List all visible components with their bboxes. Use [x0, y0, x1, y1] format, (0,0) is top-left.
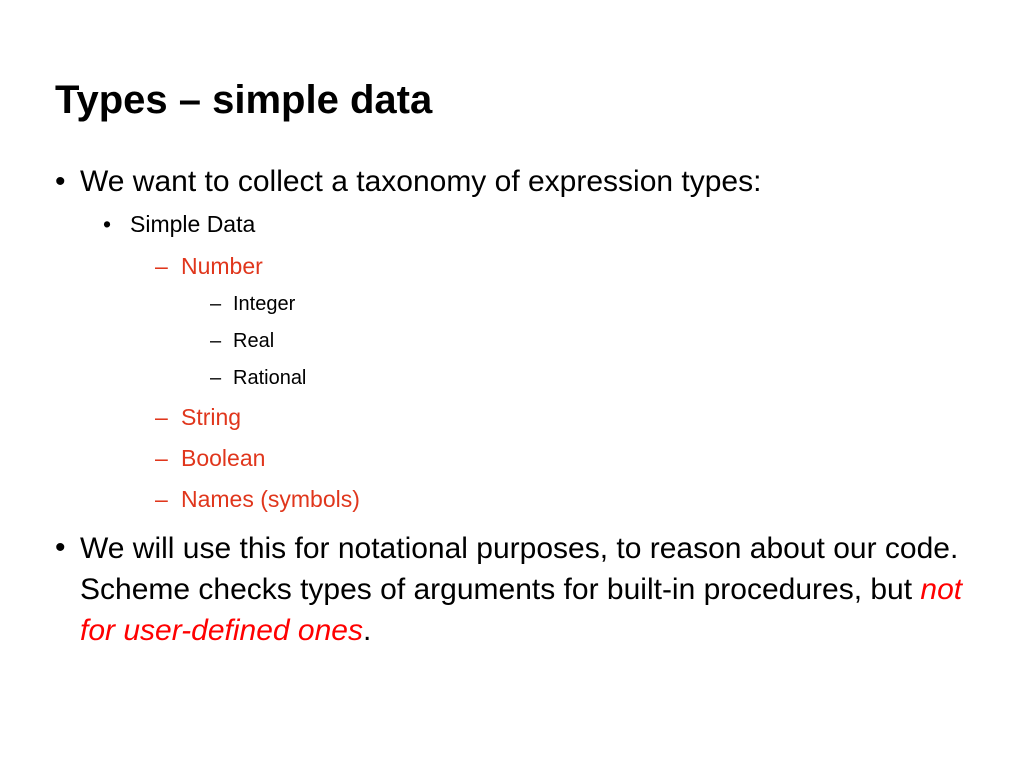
dash-marker: – — [155, 253, 168, 279]
dash-marker: – — [210, 330, 222, 352]
type-label: Number — [181, 253, 263, 279]
number-subtype-label: Real — [233, 330, 275, 352]
dash-marker: – — [210, 367, 222, 389]
type-label: String — [181, 404, 242, 430]
number-subtype-label: Integer — [233, 293, 296, 315]
dash-marker: – — [210, 293, 222, 315]
type-label: Names (symbols) — [181, 486, 360, 512]
bullet-notational-purposes — [80, 528, 980, 651]
bullet-marker: • — [55, 165, 66, 198]
subbullet-text: Simple Data — [130, 211, 256, 237]
bullet-text: We want to collect a taxonomy of expression types: — [80, 165, 762, 198]
bullet-marker: • — [55, 531, 66, 564]
bullet-text-end: . — [362, 614, 372, 647]
dash-marker: – — [155, 404, 168, 430]
number-subtype-label: Rational — [233, 367, 307, 389]
bullet-text: We will use this for notational purposes, to reason about our code. Scheme checks types of arguments for built-in procedures, but — [80, 532, 959, 606]
dash-marker: – — [155, 445, 168, 471]
slide-title: Types – simple data — [55, 78, 433, 122]
dash-marker: – — [155, 486, 168, 512]
bullet-marker: • — [103, 211, 112, 237]
type-label: Boolean — [181, 445, 266, 471]
emphasis-text: not for user-defined ones — [80, 573, 963, 647]
